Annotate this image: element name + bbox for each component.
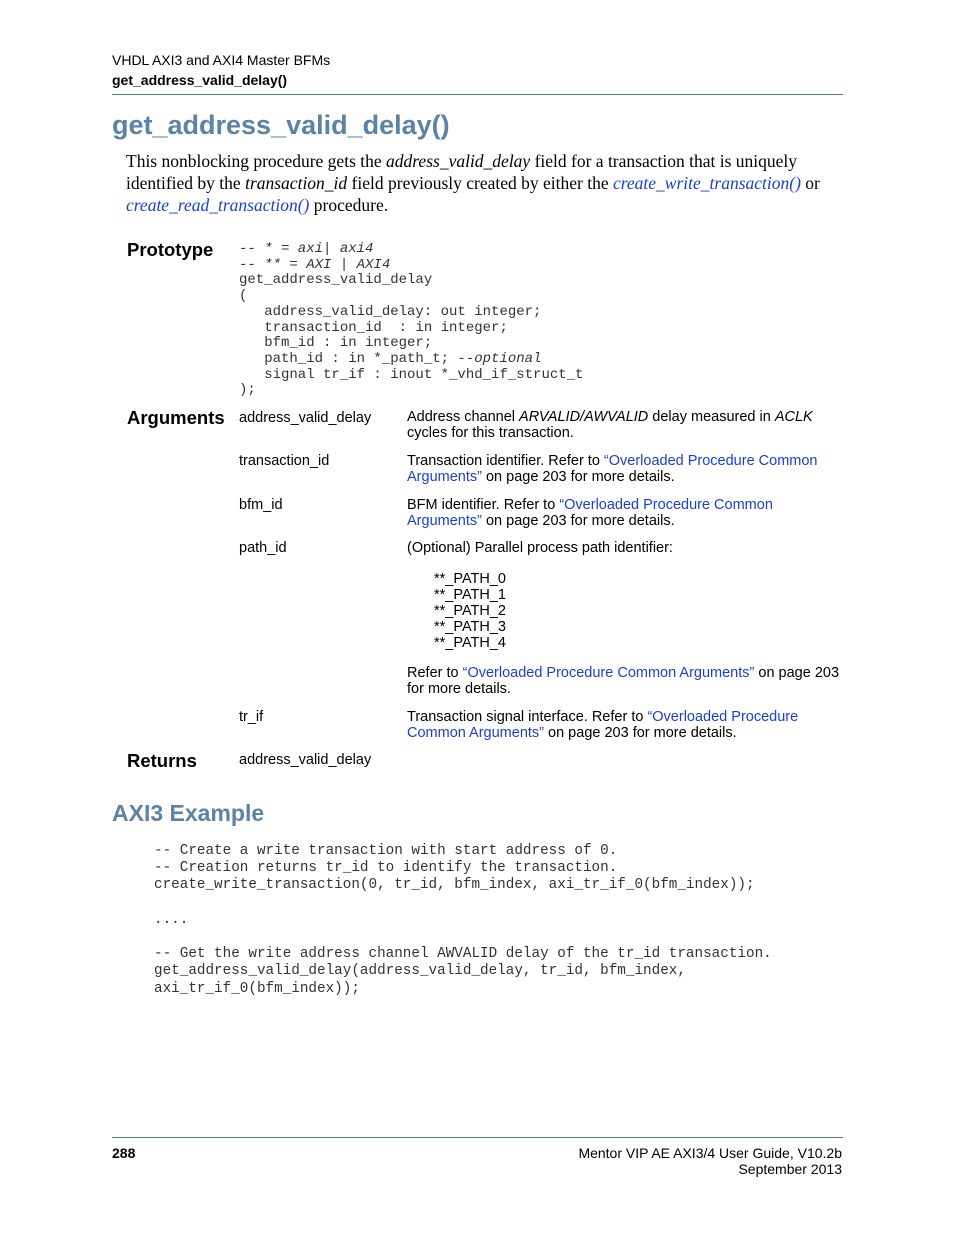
code-line: transaction_id : in integer; — [239, 319, 508, 336]
footer-info — [578, 1145, 842, 1177]
arg-name-path-id: path_id — [239, 540, 287, 556]
arg-desc-text: Address channel — [407, 409, 520, 425]
code-line: address_valid_delay: out integer; — [239, 303, 542, 320]
arg-name-address-valid-delay: address_valid_delay — [239, 410, 372, 426]
arg-name-transaction-id: transaction_id — [239, 453, 330, 469]
example-heading: AXI3 Example — [112, 800, 265, 826]
intro-paragraph — [126, 150, 842, 216]
running-header-section: get_address_valid_delay() — [112, 72, 288, 88]
code-comment: optional — [474, 350, 542, 367]
example-code: -- Create a write transaction with start address of 0. -- Creation returns tr_id to identify the transaction. create_write_transaction(0, tr_id, bfm_index, axi_tr_if_0(bfm_index)); .... -- Get the write address channel AWVALID delay of the tr_id transaction. get_address_valid_delay(address_valid_delay, tr_id, bfm_index, axi_tr_if_0(bfm_index)); — [154, 843, 772, 997]
path-item: **_PATH_1 — [434, 587, 506, 603]
path-item: **_PATH_3 — [434, 619, 506, 635]
arg-desc-text: on page 203 for more details. — [481, 513, 675, 529]
footer-guide: Mentor VIP AE AXI3/4 User Guide, V10.2b — [578, 1145, 842, 1161]
overloaded-args-link[interactable]: “Overloaded Procedure Common Arguments” — [407, 709, 799, 741]
code-line: ( — [239, 288, 248, 305]
create-write-transaction-link[interactable]: create_write_transaction() — [612, 173, 801, 193]
footer-date: September 2013 — [738, 1161, 842, 1177]
arg-desc-text: BFM identifier. Refer to — [407, 497, 560, 513]
intro-tid: transaction_id — [245, 173, 348, 193]
arg-desc-text: on page 203 for more details. — [544, 725, 737, 741]
footer-rule — [112, 1137, 843, 1138]
prototype-label: Prototype — [127, 239, 214, 260]
arg-desc-text: Transaction signal interface. Refer to — [407, 709, 648, 725]
arg-desc-clock: ACLK — [774, 409, 813, 425]
arg-desc-address-valid-delay — [407, 409, 847, 441]
overloaded-args-link[interactable]: “Overloaded Procedure Common Arguments” — [407, 497, 773, 529]
path-item: **_PATH_2 — [434, 603, 506, 619]
intro-text: or — [800, 173, 820, 193]
intro-text: field for a transaction that is uniquely identified by the — [126, 151, 798, 193]
running-header-book: VHDL AXI3 and AXI4 Master BFMs — [112, 52, 331, 68]
arg-desc-signal: ARVALID/AWVALID — [519, 409, 649, 425]
path-list — [434, 571, 634, 651]
intro-field: address_valid_delay — [386, 151, 531, 171]
arg-desc-transaction-id — [407, 453, 847, 485]
arg-desc-path-id: (Optional) Parallel process path identifier: — [407, 540, 673, 556]
returns-value: address_valid_delay — [239, 752, 372, 768]
arg-name-tr-if: tr_if — [239, 709, 264, 725]
arg-desc-text: cycles for this transaction. — [407, 425, 574, 441]
arg-name-bfm-id: bfm_id — [239, 497, 283, 513]
code-line: ); — [239, 382, 256, 399]
arg-desc-text: delay measured in — [648, 409, 775, 425]
arguments-label: Arguments — [127, 407, 225, 428]
header-rule — [112, 94, 843, 95]
code-comment: -- * = axi| axi4 — [239, 241, 374, 257]
code-line: signal tr_if : inout *_vhd_if_struct_t — [239, 366, 584, 383]
arg-desc-text: Transaction identifier. Refer to — [407, 453, 604, 469]
prototype-code — [239, 242, 583, 399]
code-line: bfm_id : in integer; — [239, 335, 433, 352]
code-line: path_id : in *_path_t; -- — [239, 350, 475, 367]
arg-desc-text: Refer to — [407, 665, 463, 681]
create-read-transaction-link[interactable]: create_read_transaction() — [126, 195, 310, 215]
arg-desc-bfm-id — [407, 497, 847, 529]
returns-label: Returns — [127, 750, 197, 771]
intro-text: procedure. — [309, 195, 389, 215]
path-item: **_PATH_0 — [434, 571, 506, 587]
overloaded-args-link[interactable]: “Overloaded Procedure Common Arguments” — [407, 453, 818, 485]
code-line: get_address_valid_delay — [239, 272, 433, 289]
arg-desc-tr-if — [407, 709, 847, 741]
arg-desc-text: on page 203 for more details. — [407, 665, 840, 697]
path-item: **_PATH_4 — [434, 635, 506, 651]
overloaded-args-link[interactable]: “Overloaded Procedure Common Arguments” — [462, 665, 755, 681]
intro-text: field previously created by either the — [347, 173, 613, 193]
page-title: get_address_valid_delay() — [112, 110, 450, 140]
page-number: 288 — [112, 1145, 136, 1161]
intro-text: This nonblocking procedure gets the — [126, 151, 387, 171]
arg-desc-text: on page 203 for more details. — [481, 469, 675, 485]
arg-desc-path-id-refer — [407, 665, 847, 697]
code-comment: -- ** = AXI | AXI4 — [239, 256, 391, 273]
